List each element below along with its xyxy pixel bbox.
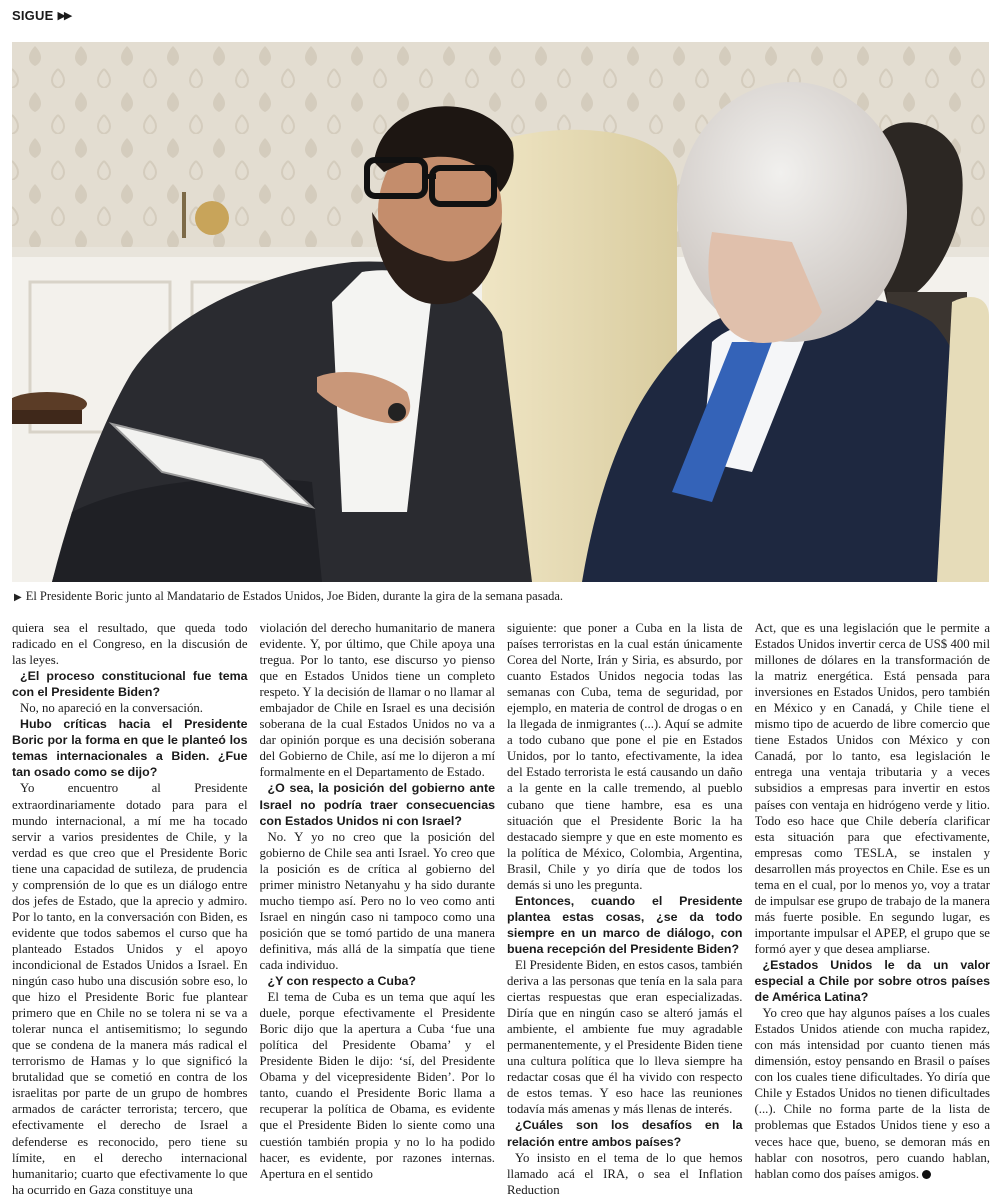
interview-question: ¿Y con respecto a Cuba?: [267, 974, 416, 989]
article-paragraph: violación del derecho humanitario de manera evidente. Y, por último, que Chile apoya una tregua. Por lo tanto, ese discurso yo pienso que en Estados Unidos tiene un completo respeto. Y la decisión de llamar o no llamar al embajador de Chile en Israel es una decisión soberana de la cual Estados Unidos no va a dar opinión porque es una decisión soberana del Gobierno de Chile, así me lo dijeron a mí formalmente en el Departamento de Estado.: [259, 621, 495, 780]
right-triangle-icon: ▶: [14, 592, 22, 603]
article-photo: [12, 42, 989, 582]
article-paragraph: El Presidente Biden, en estos casos, también deriva a las personas que tenía en la sala para ciertas respuestas que eran especializadas. Diría que en ningún caso se alteró jamás el ambiente, el ambiente fue muy agradable permanentemente, y el Presidente Biden tiene una cultura política que lo lleva siempre ha redactar cosas que él ha vivido con respecto de estos temas. Y eso hace las reuniones todavía más amenas y más llenas de interés.: [507, 957, 743, 1117]
interview-question: Entonces, cuando el Presidente plantea estas cosas, ¿se da todo siempre en un marco de diálogo, con buena recepción del Presidente Biden?: [507, 893, 743, 956]
interview-question: ¿O sea, la posición del gobierno ante Israel no podría traer consecuencias con Estados Unidos ni con Israel?: [259, 781, 495, 828]
article-paragraph: No, no apareció en la conversación.: [20, 701, 203, 716]
article-paragraph: Yo creo que hay algunos países a los cuales Estados Unidos atiende con mucha rapidez, con más intensidad por cuanto tienen más dimensión, estoy pensando en Brasil o países con los cuales tiene dificultades. Yo diría que Chile y Estados Unidos no tienen dificultades (...). Chile no forma parte de la lista de problemas que Estados Unidos tiene y eso a veces hace que, bueno, se demoran más en hablar con nosotros, pero cuando hablan, hablan como dos países amigos.: [754, 1006, 990, 1181]
article-paragraph: siguiente: que poner a Cuba en la lista de países terroristas en la cual están únicamente Corea del Norte, Irán y Siria, es absurdo, por cuanto Estados Unidos negocia todas las semanas con Cuba, tema de seguridad, por ejemplo, en materia de control de drogas o en la llegada de inmigrantes (...). Aquí se admite a todo cubano que pone el pie en Estados Unidos, por lo tanto, efectivamente, la idea del Estado terrorista le está causando un daño a la gente en la calle tremendo, al pueblo cubano que tiene hambre, esa es una situación que el Presidente Boric la ha destacado siempre y que en este momento es la política de México, Colombia, Argentina, Brasil, Chile y yo diría que de todos los demás si uno les pregunta.: [507, 621, 743, 892]
article-paragraph: No. Y yo no creo que la posición del gobierno de Chile sea anti Israel. Yo creo que la posición es de crítica al gobierno del primer ministro Netanyahu y ha sido durante mucho tiempo así. Pero no lo veo como anti Israel en ningún caso ni tampoco como una posición que se tomó partido de una manera definitiva, más allá de la simpatía que tiene cada individuo.: [259, 829, 495, 972]
end-of-article-dot-icon: [922, 1170, 931, 1179]
interview-question: ¿El proceso constitucional fue tema con el Presidente Biden?: [12, 669, 248, 700]
article-paragraph: quiera sea el resultado, que queda todo radicado en el Congreso, en la discusión de las leyes.: [12, 621, 248, 668]
interview-question: Hubo críticas hacia el Presidente Boric por la forma en que le planteó los temas internacionales a Biden. ¿Fue tan osado como se dijo?: [12, 717, 248, 780]
article-column-4: [755, 620, 991, 1200]
interview-question: ¿Cuáles son los desafíos en la relación entre ambos países?: [507, 1118, 743, 1149]
article-paragraph: Yo insisto en el tema de lo que hemos llamado acá el IRA, o sea el Inflation Reduction: [507, 1150, 743, 1197]
continues-label: [12, 6, 70, 24]
article-body: [12, 620, 990, 1200]
article-column-1: [12, 620, 248, 1200]
double-right-arrow-icon: ▶▶: [57, 9, 71, 22]
article-column-2: [260, 620, 496, 1200]
article-paragraph: El tema de Cuba es un tema que aquí les duele, porque efectivamente el Presidente Boric dijo que la apertura a Cuba ‘fue una política del Presidente Obama’ y el Presidente Biden le dijo: ‘sí, del Presidente Obama y del vicepresidente Biden’. Por lo tanto, cuando el Presidente Boric llama a recuperar la política de Obama, es evidente que el Presidente Biden lo siente como una cuestión también propia y no lo ha podido hacer, es evidente, por razones internas. Apertura en el sentido: [259, 990, 495, 1181]
article-paragraph: Yo encuentro al Presidente extraordinariamente dotado para para el mundo internacional, a mí me ha tocado servir a varios presidentes de Chile, y la verdad es que creo que el Presidente Boric tiene una capacidad de sutileza, de prudencia y comprensión de lo que es un diálogo entre dos jefes de Estado, que la aprecio y admiro. Por lo tanto, en la conversación con Biden, es evidente que todos sabemos el curso que ha planteado Estados Unidos y el apoyo incondicional de Estados Unidos a Israel. En ningún caso hubo una discusión sobre eso, lo que hizo el Presidente Boric fue plantear primero que en Chile no se tolera ni se va a tolerar nunca el antisemitismo; lo segundo que se condena de la manera más radical el terrorismo de Hamas y lo que significó la brutalidad que se cometió en contra de los israelitas por parte de un grupo de hombres armados de carácter terrorista; tercero, que efectivamente el derecho de Israel a defenderse es reconocido, pero tiene su límite, en el derecho internacional humanitario; cuarto que efectivamente lo que ha ocurrido en Gaza constituye una: [12, 781, 248, 1197]
article-column-3: [507, 620, 743, 1200]
interview-question: ¿Estados Unidos le da un valor especial a Chile por sobre otros países de América Latina?: [754, 957, 990, 1005]
article-paragraph: Act, que es una legislación que le permite a Estados Unidos invertir cerca de US$ 400 mil millones de dólares en la transformación de la matriz energética. Está pensada para inversiones en Estados Unidos, pero también en México y en Canadá, y Chile tiene el mismo tipo de acuerdo de libre comercio que tiene Estados Unidos con México y con Canadá, por lo tanto, esa legislación le entrega una ventaja tributaria y a veces subsidios a empresas para invertir en estos países con ventaja en hidrógeno verde y litio. Todo eso hace que Chile debería clarificar esta situación para que efectivamente, empresas como TESLA, se instalen y desarrollen más proyectos en Chile. Ese es un tema en el cual, por lo menos yo, voy a tratar de impulsar ese grupo de trabajo de la manera más fuerte posible. En segundo lugar, es importante impulsar el APEP, el grupo que se formó ayer y que desea ampliarse.: [754, 621, 990, 956]
caption-text: El Presidente Boric junto al Mandatario de Estados Unidos, Joe Biden, durante la gira de la semana pasada.: [25, 589, 564, 603]
photo-illustration: [12, 42, 989, 582]
photo-caption: [14, 589, 989, 604]
sigue-label: SIGUE: [12, 7, 54, 23]
